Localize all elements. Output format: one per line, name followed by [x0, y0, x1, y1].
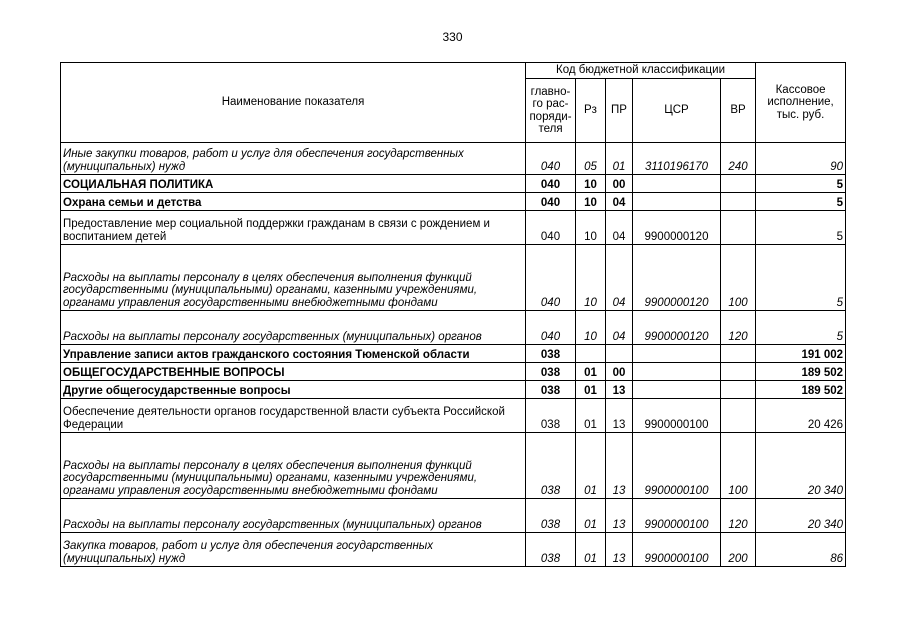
- row-name-cell: Другие общегосударственные вопросы: [61, 381, 526, 399]
- row-vr-cell: 240: [721, 143, 756, 175]
- row-csr-cell: 9900000100: [633, 433, 721, 499]
- row-rz-cell: 01: [576, 433, 606, 499]
- row-vr-cell: 120: [721, 499, 756, 533]
- row-rz-cell: 10: [576, 193, 606, 211]
- row-name-cell: Иные закупки товаров, работ и услуг для обеспечения государственных (муниципальных) нужд: [61, 143, 526, 175]
- row-gr-cell: 040: [526, 245, 576, 311]
- row-amount-cell: 20 340: [756, 499, 846, 533]
- row-name-cell: Закупка товаров, работ и услуг для обеспечения государственных (муниципальных) нужд: [61, 533, 526, 567]
- row-pr-cell: 04: [606, 211, 633, 245]
- table-row: [61, 193, 846, 211]
- row-amount-cell: 191 002: [756, 345, 846, 363]
- row-gr-cell: 038: [526, 399, 576, 433]
- row-rz-cell: 01: [576, 399, 606, 433]
- row-csr-cell: 9900000120: [633, 245, 721, 311]
- header-vr-column: ВР: [721, 79, 756, 143]
- row-name-cell: Предоставление мер социальной поддержки гражданам в связи с рождением и воспитанием детей: [61, 211, 526, 245]
- table-row: [61, 245, 846, 311]
- row-name-cell: СОЦИАЛЬНАЯ ПОЛИТИКА: [61, 175, 526, 193]
- table-body: [61, 143, 846, 567]
- row-gr-cell: 040: [526, 175, 576, 193]
- row-pr-cell: [606, 345, 633, 363]
- row-pr-cell: 13: [606, 433, 633, 499]
- row-pr-cell: 00: [606, 175, 633, 193]
- row-amount-cell: 86: [756, 533, 846, 567]
- row-name-cell: Расходы на выплаты персоналу государственных (муниципальных) органов: [61, 311, 526, 345]
- row-gr-cell: 038: [526, 345, 576, 363]
- table-row: [61, 345, 846, 363]
- row-name-cell: ОБЩЕГОСУДАРСТВЕННЫЕ ВОПРОСЫ: [61, 363, 526, 381]
- row-gr-cell: 040: [526, 311, 576, 345]
- table-row: [61, 399, 846, 433]
- table-row: [61, 381, 846, 399]
- row-csr-cell: [633, 193, 721, 211]
- row-amount-cell: 189 502: [756, 381, 846, 399]
- budget-table: [60, 62, 846, 567]
- row-amount-cell: 5: [756, 211, 846, 245]
- row-csr-cell: [633, 381, 721, 399]
- row-rz-cell: 05: [576, 143, 606, 175]
- row-pr-cell: 13: [606, 533, 633, 567]
- header-classification-group: Код бюджетной классификации: [526, 63, 756, 79]
- row-vr-cell: [721, 363, 756, 381]
- row-pr-cell: 13: [606, 381, 633, 399]
- row-csr-cell: 9900000120: [633, 311, 721, 345]
- row-name-cell: Управление записи актов гражданского состояния Тюменской области: [61, 345, 526, 363]
- row-rz-cell: 10: [576, 245, 606, 311]
- row-vr-cell: [721, 175, 756, 193]
- row-csr-cell: [633, 345, 721, 363]
- row-pr-cell: 13: [606, 499, 633, 533]
- row-name-cell: Расходы на выплаты персоналу в целях обеспечения выполнения функций государственными (муниципальными) органами, казенными учреждениями, органами управления государственными внебюджетными фондами: [61, 245, 526, 311]
- row-gr-cell: 038: [526, 363, 576, 381]
- row-vr-cell: 200: [721, 533, 756, 567]
- row-pr-cell: 00: [606, 363, 633, 381]
- row-vr-cell: 100: [721, 245, 756, 311]
- row-amount-cell: 5: [756, 245, 846, 311]
- row-rz-cell: 01: [576, 381, 606, 399]
- table-row: [61, 533, 846, 567]
- row-csr-cell: 9900000100: [633, 499, 721, 533]
- table-row: [61, 143, 846, 175]
- row-vr-cell: [721, 399, 756, 433]
- row-amount-cell: 5: [756, 311, 846, 345]
- row-pr-cell: 04: [606, 311, 633, 345]
- row-pr-cell: 04: [606, 193, 633, 211]
- row-rz-cell: [576, 345, 606, 363]
- row-vr-cell: [721, 211, 756, 245]
- row-amount-cell: 90: [756, 143, 846, 175]
- row-amount-cell: 20 426: [756, 399, 846, 433]
- table-row: [61, 311, 846, 345]
- row-gr-cell: 040: [526, 211, 576, 245]
- row-name-cell: Обеспечение деятельности органов государственной власти субъекта Российской Федерации: [61, 399, 526, 433]
- row-amount-cell: 5: [756, 175, 846, 193]
- row-vr-cell: [721, 345, 756, 363]
- table-row: [61, 175, 846, 193]
- row-csr-cell: 9900000120: [633, 211, 721, 245]
- row-pr-cell: 01: [606, 143, 633, 175]
- row-rz-cell: 10: [576, 175, 606, 193]
- table-row: [61, 433, 846, 499]
- header-gr-column: главно-го рас-поряди-теля: [526, 79, 576, 143]
- row-gr-cell: 038: [526, 381, 576, 399]
- row-rz-cell: 01: [576, 533, 606, 567]
- row-vr-cell: [721, 193, 756, 211]
- row-gr-cell: 038: [526, 499, 576, 533]
- row-csr-cell: [633, 363, 721, 381]
- header-amount-column: Кассовое исполнение, тыс. руб.: [756, 63, 846, 143]
- row-csr-cell: [633, 175, 721, 193]
- row-rz-cell: 01: [576, 499, 606, 533]
- page-number: 330: [442, 30, 463, 44]
- row-pr-cell: 13: [606, 399, 633, 433]
- row-csr-cell: 9900000100: [633, 399, 721, 433]
- row-amount-cell: 189 502: [756, 363, 846, 381]
- row-rz-cell: 01: [576, 363, 606, 381]
- row-vr-cell: 100: [721, 433, 756, 499]
- row-vr-cell: [721, 381, 756, 399]
- row-csr-cell: 9900000100: [633, 533, 721, 567]
- table-row: [61, 499, 846, 533]
- row-gr-cell: 040: [526, 143, 576, 175]
- row-pr-cell: 04: [606, 245, 633, 311]
- table-row: [61, 363, 846, 381]
- row-name-cell: Охрана семьи и детства: [61, 193, 526, 211]
- row-gr-cell: 038: [526, 433, 576, 499]
- row-csr-cell: 3110196170: [633, 143, 721, 175]
- row-name-cell: Расходы на выплаты персоналу в целях обеспечения выполнения функций государственными (муниципальными) органами, казенными учреждениями, органами управления государственными внебюджетными фондами: [61, 433, 526, 499]
- header-rz-column: Рз: [576, 79, 606, 143]
- row-gr-cell: 040: [526, 193, 576, 211]
- header-name-column: Наименование показателя: [61, 63, 526, 143]
- row-rz-cell: 10: [576, 311, 606, 345]
- row-amount-cell: 5: [756, 193, 846, 211]
- header-csr-column: ЦСР: [633, 79, 721, 143]
- row-amount-cell: 20 340: [756, 433, 846, 499]
- row-rz-cell: 10: [576, 211, 606, 245]
- header-pr-column: ПР: [606, 79, 633, 143]
- row-name-cell: Расходы на выплаты персоналу государственных (муниципальных) органов: [61, 499, 526, 533]
- row-gr-cell: 038: [526, 533, 576, 567]
- row-vr-cell: 120: [721, 311, 756, 345]
- table-row: [61, 211, 846, 245]
